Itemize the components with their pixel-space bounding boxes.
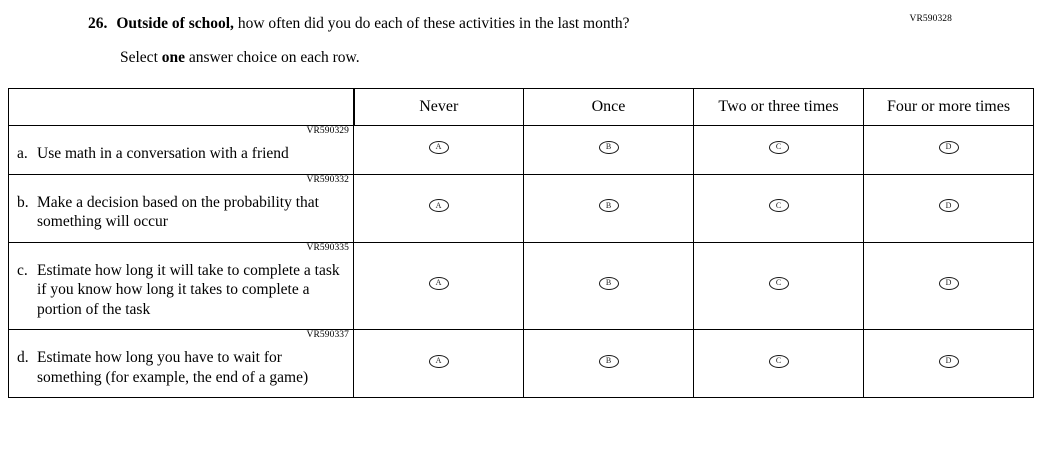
option-d-never[interactable] [354,330,524,398]
radio-bubble[interactable] [939,199,959,212]
option-c-two-or-three-times[interactable] [694,242,864,330]
header-four-or-more-times: Four or more times [864,89,1034,126]
bubble-letter: D [945,278,952,288]
question-text-rest: how often did you do each of these activities in the last month? [233,15,630,32]
table-row [9,174,1034,242]
question-instruction [0,49,1042,67]
radio-bubble[interactable] [939,355,959,368]
header-once: Once [524,89,694,126]
option-a-two-or-three-times[interactable] [694,126,864,175]
header-blank [9,89,354,126]
row-stem-a [9,126,354,175]
row-text: Estimate how long it will take to complete a task if you know how long it takes to complete a portion of the task [37,261,340,318]
bubble-letter: C [775,142,782,152]
row-item-code: VR590329 [306,126,349,136]
option-d-four-or-more-times[interactable] [864,330,1034,398]
radio-bubble[interactable] [599,141,619,154]
bubble-letter: D [945,200,952,210]
row-letter: d. [17,349,29,367]
radio-bubble[interactable] [429,355,449,368]
option-b-never[interactable] [354,174,524,242]
row-item-code: VR590332 [306,174,349,185]
row-letter: c. [17,261,28,279]
option-c-four-or-more-times[interactable] [864,242,1034,330]
question-item-code: VR590328 [909,14,952,24]
table-row [9,242,1034,330]
header-never: Never [354,89,524,126]
radio-bubble[interactable] [599,355,619,368]
radio-bubble[interactable] [939,277,959,290]
option-a-four-or-more-times[interactable] [864,126,1034,175]
radio-bubble[interactable] [769,199,789,212]
option-d-two-or-three-times[interactable] [694,330,864,398]
radio-bubble[interactable] [769,277,789,290]
row-text: Make a decision based on the probability that something will occur [37,193,319,231]
option-b-four-or-more-times[interactable] [864,174,1034,242]
radio-bubble[interactable] [429,141,449,154]
bubble-letter: D [945,356,952,366]
radio-bubble[interactable] [939,141,959,154]
row-stem-b [9,174,354,242]
bubble-letter: B [605,142,612,152]
radio-bubble[interactable] [769,141,789,154]
row-item-code: VR590337 [306,330,349,341]
answer-matrix-table [8,88,1034,398]
question-text [116,14,629,34]
bubble-letter: A [435,278,442,288]
table-header-row [9,89,1034,126]
header-two-or-three-times: Two or three times [694,89,864,126]
row-stem-d [9,330,354,398]
option-c-once[interactable] [524,242,694,330]
instruction-bold: one [161,49,185,67]
option-d-once[interactable] [524,330,694,398]
option-c-never[interactable] [354,242,524,330]
bubble-letter: B [605,200,612,210]
bubble-letter: C [775,278,782,288]
bubble-letter: C [775,200,782,210]
table-row [9,330,1034,398]
instruction-post: answer choice on each row. [185,49,360,67]
question-text-bold: Outside of school, [116,15,234,32]
row-letter: b. [17,193,29,211]
radio-bubble[interactable] [429,277,449,290]
bubble-letter: C [775,356,782,366]
row-text: Use math in a conversation with a friend [37,145,289,162]
row-letter: a. [17,145,28,162]
bubble-letter: B [605,356,612,366]
row-stem-c [9,242,354,330]
bubble-letter: A [435,142,442,152]
row-text: Estimate how long you have to wait for something (for example, the end of a game) [37,349,309,386]
table-row [9,126,1034,175]
option-b-two-or-three-times[interactable] [694,174,864,242]
option-a-never[interactable] [354,126,524,175]
radio-bubble[interactable] [599,199,619,212]
bubble-letter: B [605,278,612,288]
row-item-code: VR590335 [306,242,349,253]
option-b-once[interactable] [524,174,694,242]
question-block [0,14,1042,67]
bubble-letter: A [435,356,442,366]
instruction-pre: Select [120,49,162,67]
radio-bubble[interactable] [769,355,789,368]
bubble-letter: A [435,200,442,210]
question-prompt [0,14,1042,34]
radio-bubble[interactable] [599,277,619,290]
bubble-letter: D [945,142,952,152]
option-a-once[interactable] [524,126,694,175]
question-number: 26. [88,15,108,32]
radio-bubble[interactable] [429,199,449,212]
